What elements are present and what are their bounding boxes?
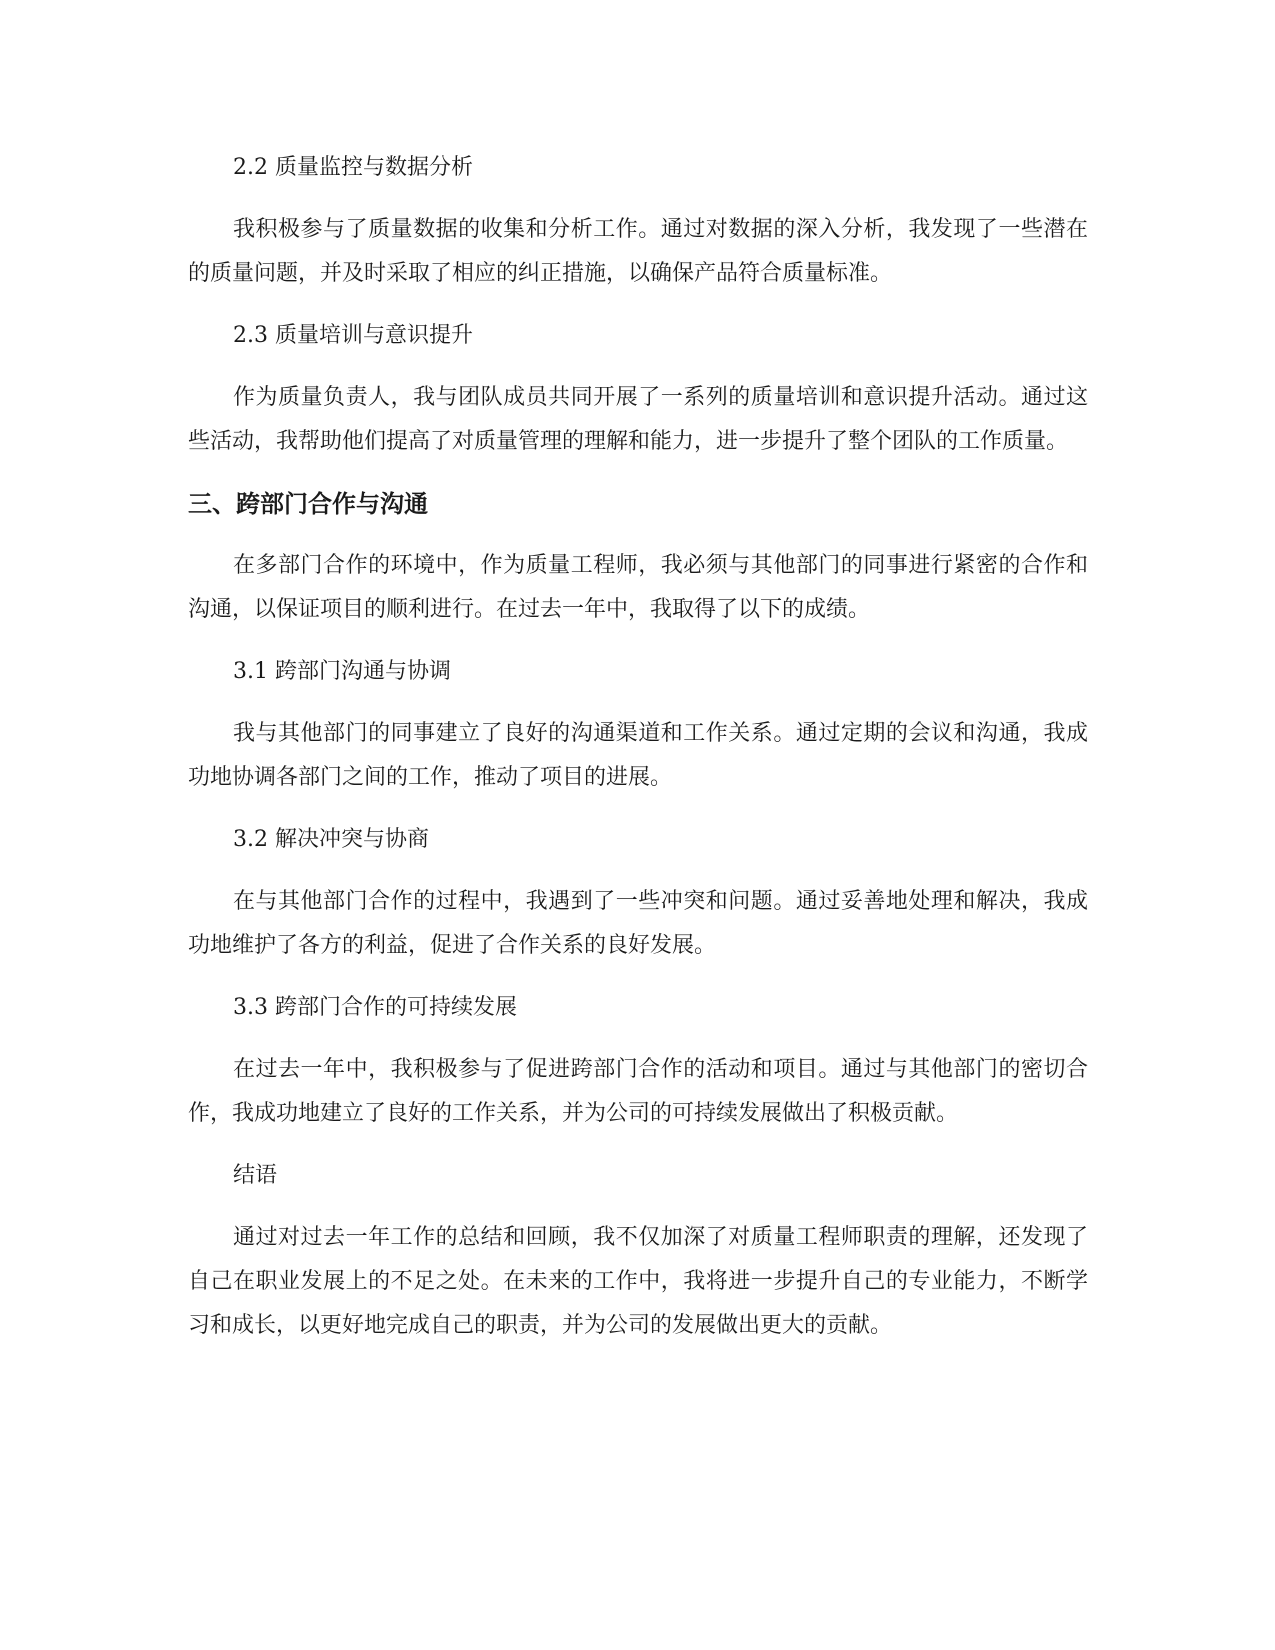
subheading-2-2: 2.2 质量监控与数据分析 [233,155,473,180]
section-heading-3: 三、跨部门合作与沟通 [188,490,428,518]
subheading-2-3: 2.3 质量培训与意识提升 [233,323,473,348]
paragraph-2-2: 我积极参与了质量数据的收集和分析工作。通过对数据的深入分析，我发现了一些潜在的质量问题，并及时采取了相应的纠正措施，以确保产品符合质量标准。 [188,217,1088,286]
paragraph-2-3: 作为质量负责人，我与团队成员共同开展了一系列的质量培训和意识提升活动。通过这些活动，我帮助他们提高了对质量管理的理解和能力，进一步提升了整个团队的工作质量。 [188,385,1088,454]
subheading-3-1: 3.1 跨部门沟通与协调 [233,659,451,684]
subheading-3-2: 3.2 解决冲突与协商 [233,827,429,852]
paragraph-3-3: 在过去一年中，我积极参与了促进跨部门合作的活动和项目。通过与其他部门的密切合作，我成功地建立了良好的工作关系，并为公司的可持续发展做出了积极贡献。 [188,1057,1088,1126]
conclusion-heading: 结语 [233,1163,278,1188]
conclusion-paragraph: 通过对过去一年工作的总结和回顾，我不仅加深了对质量工程师职责的理解，还发现了自己在职业发展上的不足之处。在未来的工作中，我将进一步提升自己的专业能力，不断学习和成长，以更好地完成自己的职责，并为公司的发展做出更大的贡献。 [188,1225,1088,1338]
subheading-3-3: 3.3 跨部门合作的可持续发展 [233,995,517,1020]
paragraph-3-2: 在与其他部门合作的过程中，我遇到了一些冲突和问题。通过妥善地处理和解决，我成功地维护了各方的利益，促进了合作关系的良好发展。 [188,889,1088,958]
section-3-intro: 在多部门合作的环境中，作为质量工程师，我必须与其他部门的同事进行紧密的合作和沟通，以保证项目的顺利进行。在过去一年中，我取得了以下的成绩。 [188,553,1088,622]
paragraph-3-1: 我与其他部门的同事建立了良好的沟通渠道和工作关系。通过定期的会议和沟通，我成功地协调各部门之间的工作，推动了项目的进展。 [188,721,1088,790]
document-body [188,146,1088,1366]
